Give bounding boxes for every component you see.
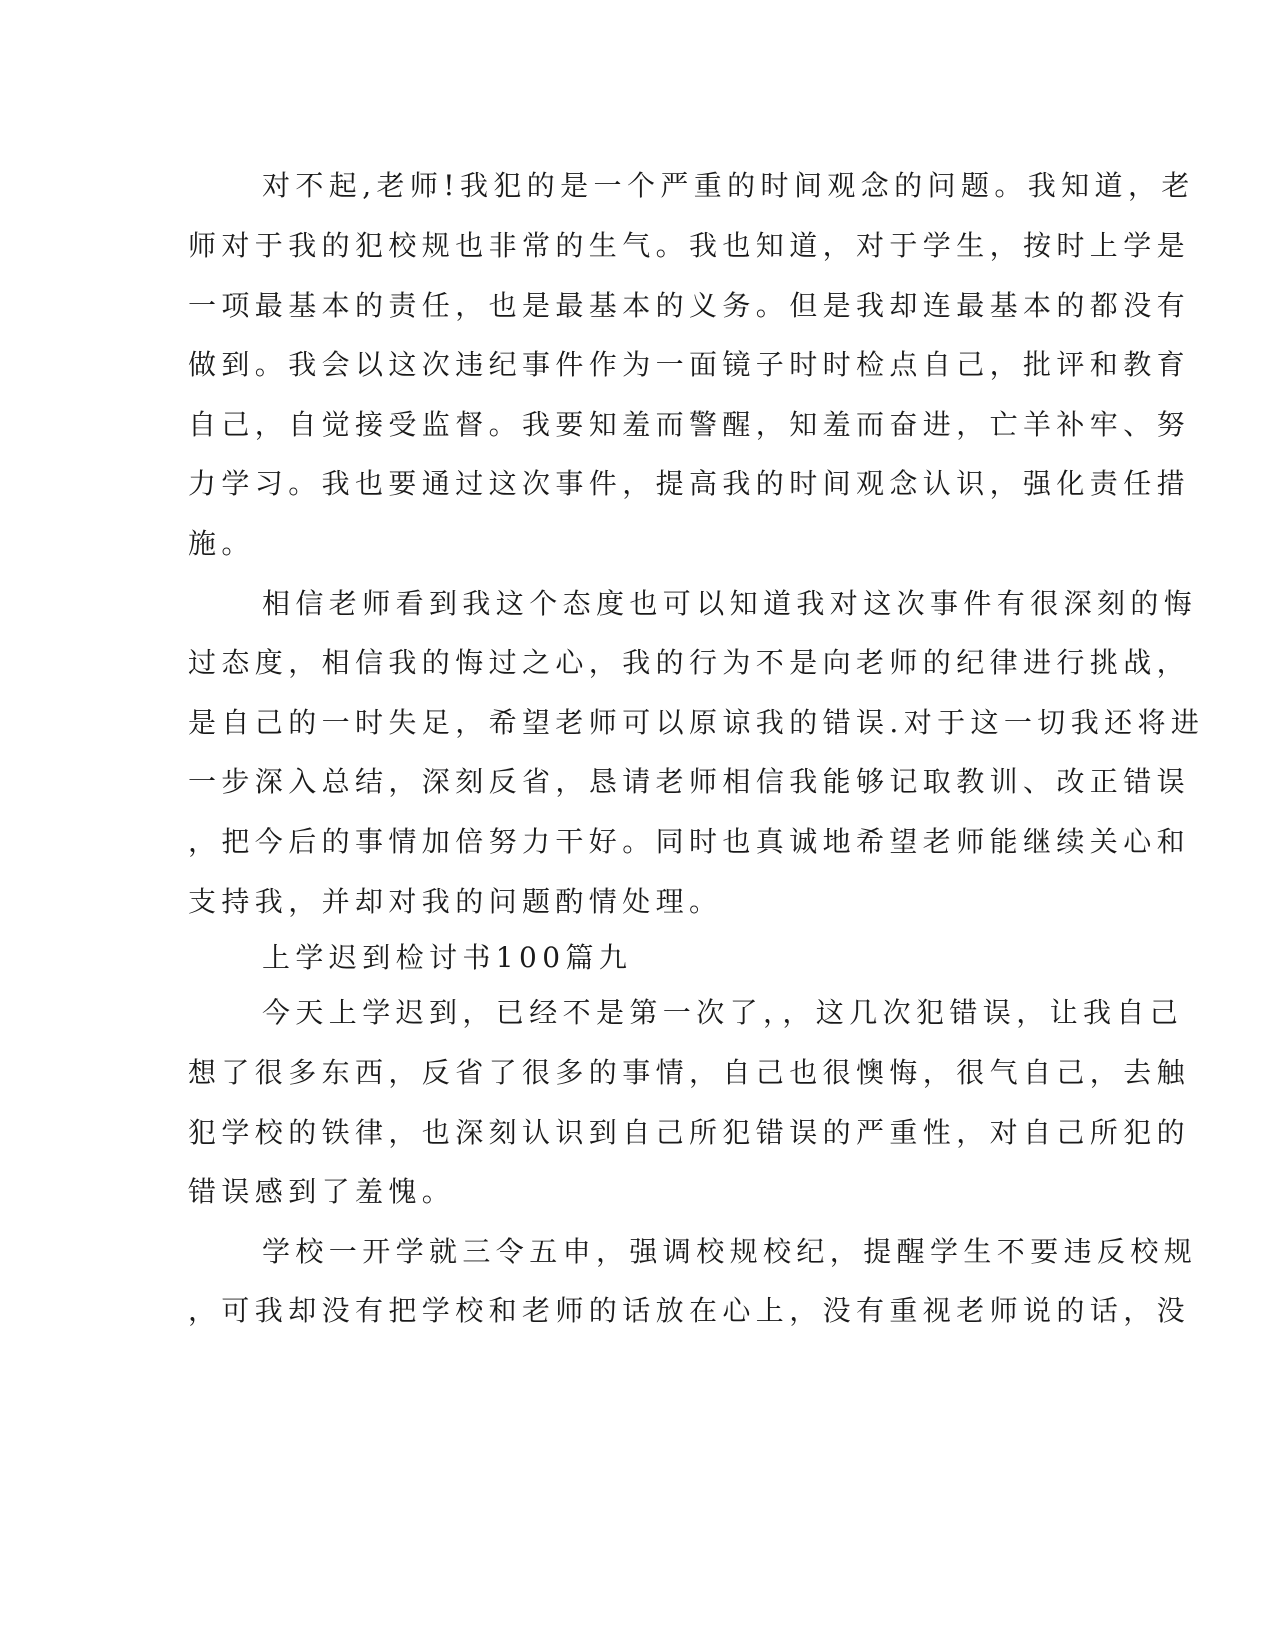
text-line: 今天上学迟到，已经不是第一次了，，这几次犯错误，让我自己	[262, 996, 1184, 1029]
text-line: 力学习。我也要通过这次事件，提高我的时间观念认识，强化责任措	[188, 467, 1191, 500]
text-line: 施。	[188, 527, 255, 560]
text-line: 一项最基本的责任，也是最基本的义务。但是我却连最基本的都没有	[188, 289, 1191, 322]
text-line: 过态度，相信我的悔过之心，我的行为不是向老师的纪律进行挑战，	[188, 646, 1191, 679]
text-line: 学校一开学就三令五申，强调校规校纪，提醒学生不要违反校规	[262, 1235, 1198, 1268]
text-line: 错误感到了羞愧。	[188, 1175, 456, 1208]
section-heading: 上学迟到检讨书100篇九	[262, 941, 633, 974]
text-line: ，把今后的事情加倍努力干好。同时也真诚地希望老师能继续关心和	[188, 825, 1191, 858]
text-line: 支持我，并却对我的问题酌情处理。	[188, 885, 723, 918]
text-line: 一步深入总结，深刻反省，恳请老师相信我能够记取教训、改正错误	[188, 765, 1191, 798]
text-line: 犯学校的铁律，也深刻认识到自己所犯错误的严重性，对自己所犯的	[188, 1116, 1191, 1149]
text-line: 做到。我会以这次违纪事件作为一面镜子时时检点自己，批评和教育	[188, 348, 1191, 381]
text-line: 自己，自觉接受监督。我要知羞而警醒，知羞而奋进，亡羊补牢、努	[188, 408, 1191, 441]
text-line: 相信老师看到我这个态度也可以知道我对这次事件有很深刻的悔	[262, 587, 1198, 620]
text-line: 对不起,老师!我犯的是一个严重的时间观念的问题。我知道，老	[262, 169, 1195, 202]
text-line: 想了很多东西，反省了很多的事情，自己也很懊悔，很气自己，去触	[188, 1056, 1191, 1089]
text-line: ，可我却没有把学校和老师的话放在心上，没有重视老师说的话，没	[188, 1294, 1191, 1327]
text-line: 师对于我的犯校规也非常的生气。我也知道，对于学生，按时上学是	[188, 229, 1191, 262]
text-line: 是自己的一时失足，希望老师可以原谅我的错误.对于这一切我还将进	[188, 706, 1205, 739]
